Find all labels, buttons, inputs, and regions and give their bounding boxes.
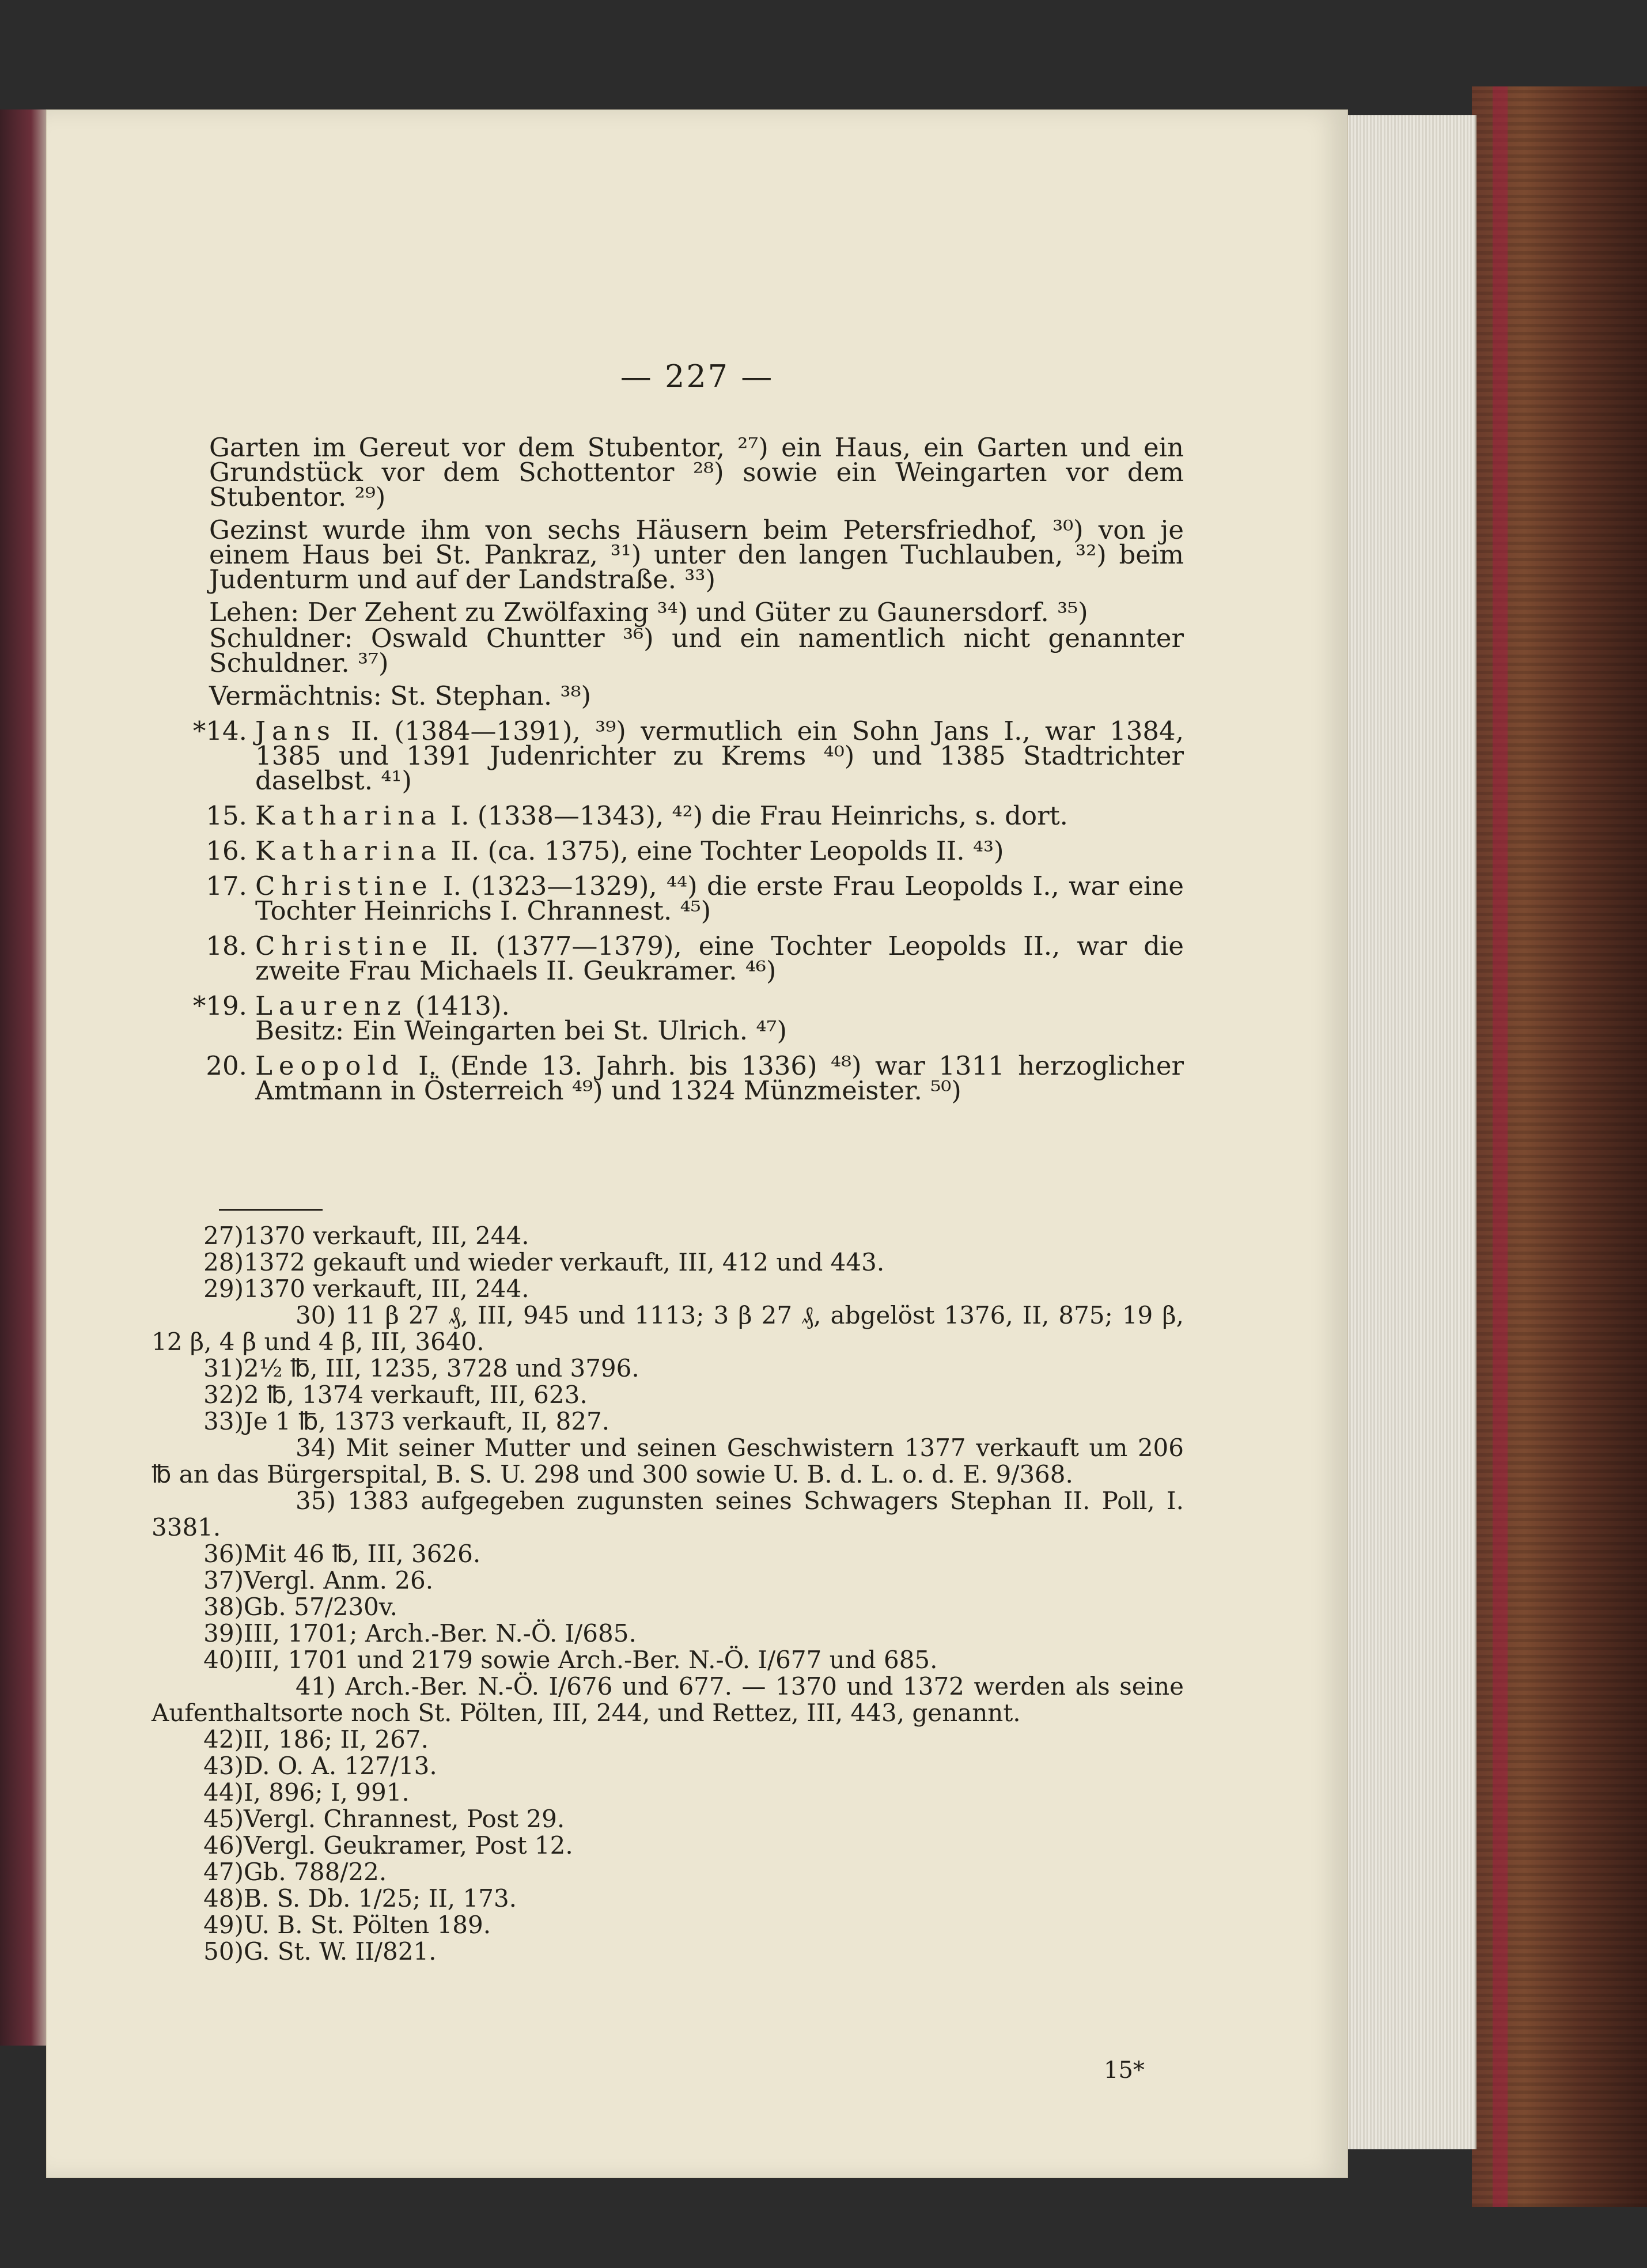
footnote: 31) 2½ ℔, III, 1235, 3728 und 3796. xyxy=(203,1354,639,1382)
footnote: 49) U. B. St. Pölten 189. xyxy=(203,1911,491,1939)
printer-signature: 15* xyxy=(1104,2057,1145,2084)
footnote: 46) Vergl. Geukramer, Post 12. xyxy=(203,1831,573,1859)
paragraph-vermaechtnis: Vermächtnis: St. Stephan. ³⁸) xyxy=(209,681,592,711)
entry-name: Katharina xyxy=(255,836,443,866)
footnote: 32) 2 ℔, 1374 verkauft, III, 623. xyxy=(203,1381,588,1409)
footnote: 43) D. O. A. 127/13. xyxy=(203,1752,437,1780)
footnote: 33) Je 1 ℔, 1373 verkauft, II, 827. xyxy=(203,1407,610,1435)
footnote: 37) Vergl. Anm. 26. xyxy=(203,1566,434,1594)
footnote: 40) III, 1701 und 2179 sowie Arch.-Ber. N.-Ö. I/677 und 685. xyxy=(203,1646,938,1674)
footnote: 41) Arch.-Ber. N.-Ö. I/676 und 677. — 1370 und 1372 werden als seine Aufenthaltsorte noch St. Pölten, III, 244, und Rettez, III, 443, genannt. xyxy=(152,1672,1184,1727)
footnote: 27) 1370 verkauft, III, 244. xyxy=(203,1222,529,1250)
footnote: 45) Vergl. Chrannest, Post 29. xyxy=(203,1805,565,1833)
footnote: 47) Gb. 788/22. xyxy=(203,1858,387,1886)
paragraph-schuldner: Schuldner: Oswald Chuntter ³⁶) und ein namentlich nicht genannter Schuldner. ³⁷) xyxy=(209,623,1184,678)
entry-17: 17. Christine I. (1323—1329), ⁴⁴) die erste Frau Leopolds I., war eine Tochter Heinrichs I. Chrannest. ⁴⁵) xyxy=(206,871,1184,926)
footnote: 28) 1372 gekauft und wieder verkauft, III, 412 und 443. xyxy=(203,1248,885,1276)
entry-19-besitz: Besitz: Ein Weingarten bei St. Ulrich. ⁴⁷) xyxy=(255,1015,787,1046)
footnote: 39) III, 1701; Arch.-Ber. N.-Ö. I/685. xyxy=(203,1619,637,1647)
entry-name: Christine xyxy=(255,871,434,901)
entry-name: Leopold xyxy=(255,1050,405,1081)
footnote: 36) Mit 46 ℔, III, 3626. xyxy=(203,1540,481,1568)
footnote: 34) Mit seiner Mutter und seinen Geschwistern 1377 verkauft um 206 ℔ an das Bürgerspital, B. S. U. 298 und 300 sowie U. B. d. L. o. d. E. 9/368. xyxy=(152,1434,1184,1488)
page-number-header: — 227 — xyxy=(620,358,774,395)
footnotes xyxy=(152,1223,1184,1965)
footnote: 48) B. S. Db. 1/25; II, 173. xyxy=(203,1884,517,1912)
entry-15: 15. Katharina I. (1338—1343), ⁴²) die Frau Heinrichs, s. dort. xyxy=(206,800,1068,831)
entry-name: Laurenz xyxy=(255,991,407,1021)
entry-14: *14. Jans II. (1384—1391), ³⁹) vermutlich ein Sohn Jans I., war 1384, 1385 und 1391 Judenrichter zu Krems ⁴⁰) und 1385 Stadtrichter daselbst. ⁴¹) xyxy=(192,716,1184,796)
book-page xyxy=(46,109,1348,2178)
entry-18: 18. Christine II. (1377—1379), eine Tochter Leopolds II., war die zweite Frau Michaels II. Geukramer. ⁴⁶) xyxy=(206,931,1184,986)
footnote: 42) II, 186; II, 267. xyxy=(203,1725,429,1753)
paragraph-lehen: Lehen: Der Zehent zu Zwölfaxing ³⁴) und Güter zu Gaunersdorf. ³⁵) xyxy=(209,597,1088,628)
entry-19: *19. Laurenz (1413). Besitz: Ein Weingarten bei St. Ulrich. ⁴⁷) xyxy=(209,993,1184,1043)
footnote: 29) 1370 verkauft, III, 244. xyxy=(203,1275,529,1303)
footnote: 50) G. St. W. II/821. xyxy=(203,1937,437,1965)
footnote-divider xyxy=(219,1209,323,1211)
book-cover-right xyxy=(1472,86,1647,2207)
paragraph-garten: Garten im Gereut vor dem Stubentor, ²⁷) ein Haus, ein Garten und ein Grundstück vor dem Schottentor ²⁸) sowie ein Weingarten vor dem Stubentor. ²⁹) xyxy=(209,432,1184,512)
page-edges xyxy=(1342,115,1476,2149)
entry-name: Katharina xyxy=(255,800,443,831)
entry-16: 16. Katharina II. (ca. 1375), eine Tochter Leopolds II. ⁴³) xyxy=(206,836,1004,866)
paragraph-gezinst: Gezinst wurde ihm von sechs Häusern beim Petersfriedhof, ³⁰) von je einem Haus bei St. Pankraz, ³¹) unter den langen Tuchlauben, ³²) beim Judenturm und auf der Landstraße. ³³) xyxy=(209,515,1184,595)
entry-name: Jans xyxy=(255,716,336,746)
footnote: 44) I, 896; I, 991. xyxy=(203,1778,410,1806)
entry-20: 20. Leopold I. (Ende 13. Jahrh. bis 1336) ⁴⁸) war 1311 herzoglicher Amtmann in Österreich ⁴⁹) und 1324 Münzmeister. ⁵⁰) xyxy=(206,1050,1184,1106)
entry-name: Christine xyxy=(255,931,434,961)
footnote: 38) Gb. 57/230v. xyxy=(203,1593,397,1621)
book-binding-left xyxy=(0,109,52,2046)
footnote: 35) 1383 aufgegeben zugunsten seines Schwagers Stephan II. Poll, I. 3381. xyxy=(152,1487,1184,1541)
footnote: 30) 11 β 27 ₰, III, 945 und 1113; 3 β 27 ₰, abgelöst 1376, II, 875; 19 β, 12 β, 4 β und 4 β, III, 3640. xyxy=(152,1301,1184,1356)
main-text xyxy=(192,432,1184,1113)
